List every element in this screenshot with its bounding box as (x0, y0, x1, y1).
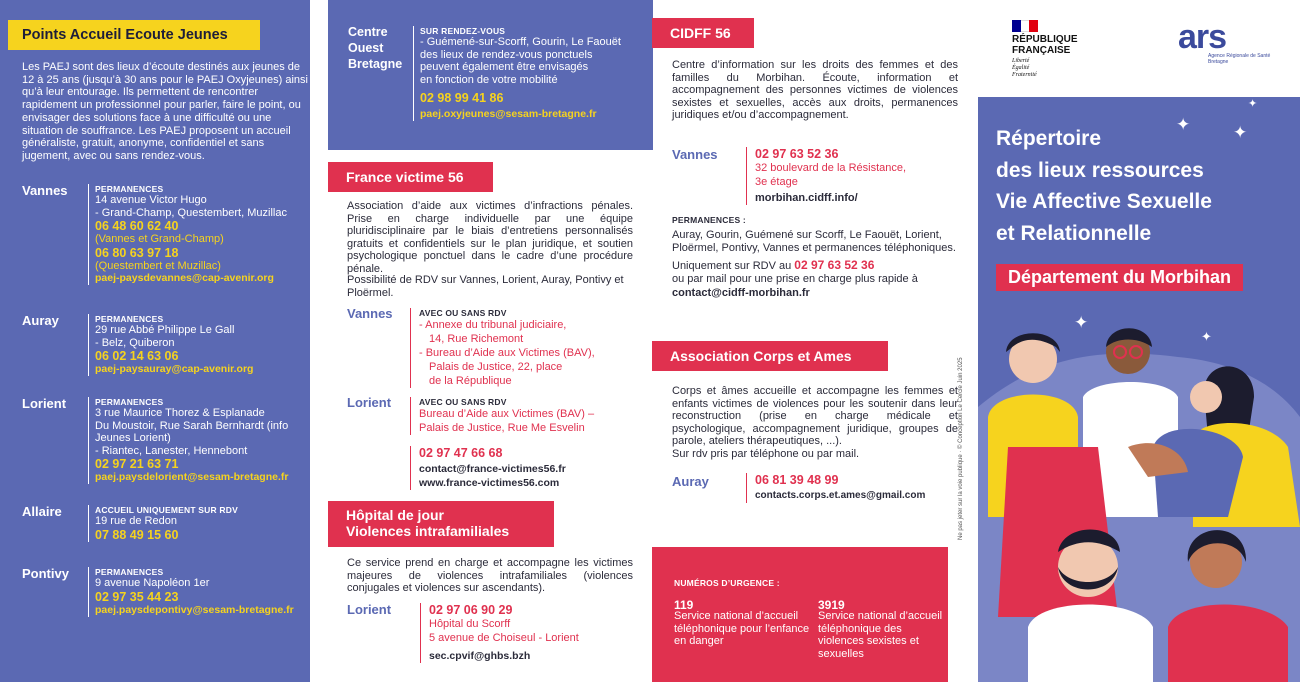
cidff-city-vannes: Vannes (672, 147, 718, 162)
rdv-label: SUR RENDEZ-VOUS (420, 26, 506, 36)
info-line: des lieux de rendez-vous ponctuels (420, 48, 593, 61)
cidff-tab: CIDFF 56 (652, 18, 754, 48)
address-line: 14, Rue Richemont (429, 333, 524, 345)
address-line: - Bureau d’Aide aux Victimes (BAV), (419, 347, 595, 359)
cidff-desc: Centre d’information sur les droits des femmes et des familles du Morbihan. Écoute, information et accompagnement des personnes victimes de violences sexistes et sexuelles, accès aux droits, permanences juridiques et/ou d’accompagnement. (672, 59, 958, 121)
paej-intro: Les PAEJ sont des lieux d’écoute destinés aux jeunes de 12 à 25 ans (jusqu’à 30 ans pour le PAEJ Oxyjeunes) ainsi qu’à leur entourage. Ils permettent de rencontrer rapidement un professionnel pour parler, faire le point, ou envisager des solutions face à une difficulté ou une situation de souffrance. Les PAEJ proposent un accueil généraliste, gratuit, anonyme, confidentiel et sans jugement, avec ou sans rendez-vous. (22, 61, 308, 162)
france-victime-tab: France victime 56 (328, 162, 493, 192)
phone-note: (Questembert et Muzillac) (95, 259, 221, 272)
star-icon: ✦ (1201, 329, 1212, 344)
star-icon: ✦ (1248, 98, 1258, 110)
paej-panel (0, 0, 310, 682)
city-auray: Auray (22, 313, 59, 328)
phone-number[interactable]: 07 88 49 15 60 (95, 527, 179, 542)
title-line: Vie Affective Sexuelle (996, 190, 1212, 213)
rdv-label: AVEC OU SANS RDV (419, 397, 507, 407)
urgence-119[interactable]: 119 (674, 598, 694, 612)
phone-number[interactable]: 06 48 60 62 40 (95, 219, 179, 233)
phone-number[interactable]: 02 97 06 90 29 (429, 603, 513, 617)
legal-vertical-text: Ne pas jeter sur la voie publique · © Conception Le Cercle Juin 2025 (958, 357, 964, 540)
fv-city-lorient: Lorient (347, 395, 392, 410)
cob-panel (328, 0, 653, 150)
fv-city-vannes: Vannes (347, 306, 393, 321)
fv-vannes-block (410, 308, 640, 388)
address-line: - Riantec, Lanester, Hennebont (95, 444, 248, 457)
address-line: 5 avenue de Choiseul - Lorient (429, 632, 579, 644)
paej-lorient-block (88, 397, 308, 484)
urgence-panel (652, 547, 948, 682)
cob-heading (348, 24, 402, 72)
ars-text: ars (1178, 18, 1227, 56)
department-badge: Département du Morbihan (996, 264, 1243, 291)
paej-allaire-block (88, 505, 308, 542)
phone-number[interactable]: 06 80 63 97 18 (95, 245, 179, 260)
city-lorient: Lorient (22, 396, 67, 411)
family-illustration (978, 297, 1300, 682)
website-link[interactable]: www.france-victimes56.com (419, 477, 560, 489)
address-line: 14 avenue Victor Hugo (95, 194, 207, 206)
email-link[interactable]: paej.paysdelorient@sesam-bretagne.fr (95, 471, 289, 483)
phone-number[interactable]: 02 97 47 66 68 (419, 446, 503, 460)
address-line: 19 rue de Redon (95, 515, 177, 527)
cob-heading-line: Bretagne (348, 57, 403, 71)
info-line: en fonction de votre mobilité (420, 73, 558, 86)
address-line: - Grand-Champ, Questembert, Muzillac (95, 206, 287, 219)
rf-motto: Fraternité (1012, 72, 1037, 78)
cidff-perm-label: PERMANENCES : (672, 215, 746, 225)
hopital-jour-tab-line: Hôpital de jour (346, 507, 444, 523)
cidff-rdv-line (672, 259, 962, 273)
title-line: Répertoire (996, 127, 1102, 150)
address-line: - Belz, Quiberon (95, 336, 175, 349)
cob-heading-line: Ouest (348, 41, 384, 55)
rf-line: FRANÇAISE (1012, 45, 1071, 56)
urgence-3919-desc: Service national d’accueil téléphonique des violences sexistes et sexuelles (818, 610, 943, 660)
title-line: et Relationnelle (996, 221, 1152, 245)
cover-title (996, 123, 1212, 249)
republique-logo (1012, 20, 1078, 79)
ca-city-auray: Auray (672, 474, 709, 489)
phone-note: (Vannes et Grand-Champ) (95, 233, 224, 245)
address-line: de la République (429, 375, 512, 387)
city-allaire: Allaire (22, 504, 62, 519)
email-link[interactable]: paej-paysauray@cap-avenir.org (95, 363, 254, 375)
city-vannes: Vannes (22, 183, 68, 198)
email-link[interactable]: sec.cpvif@ghbs.bzh (429, 650, 531, 662)
email-link[interactable]: contact@cidff-morbihan.fr (672, 287, 810, 299)
fv-lorient-block (410, 397, 640, 435)
permanences-label: PERMANENCES (95, 397, 164, 407)
phone-number[interactable]: 06 81 39 48 99 (755, 473, 839, 487)
hj-city-lorient: Lorient (347, 602, 392, 617)
phone-number[interactable]: 06 02 14 63 06 (95, 349, 179, 363)
cover-panel (978, 97, 1300, 682)
paej-vannes-block (88, 184, 308, 285)
rdv-label: ACCUEIL UNIQUEMENT SUR RDV (95, 505, 238, 515)
paej-auray-block (88, 314, 308, 376)
email-link[interactable]: paej.paysdepontivy@sesam-bretagne.fr (95, 603, 294, 616)
urgence-3919[interactable]: 3919 (818, 598, 845, 612)
corps-ames-desc: Corps et âmes accueille et accompagne les femmes et enfants victimes de violences pour les soutenir dans leur reconstruction (prise en charge médicale et psychologique, accompagnement juridique, groupes de parole, ateliers thérapeutiques, ...). (672, 385, 958, 447)
email-link[interactable]: contacts.corps.et.ames@gmail.com (755, 490, 926, 501)
hopital-jour-desc: Ce service prend en charge et accompagne les victimes majeures de violences intrafamiliales (violences conjugales et violences sur ascendants). (347, 557, 633, 594)
phone-number[interactable]: 02 98 99 41 86 (420, 91, 504, 105)
ars-sub: Agence Régionale de Santé (1208, 53, 1271, 59)
address-line: 32 boulevard de la Résistance, (755, 162, 907, 174)
flag-icon (1012, 20, 1038, 32)
star-icon: ✦ (1233, 123, 1248, 142)
corps-ames-tab: Association Corps et Ames (652, 341, 888, 371)
urgence-label: NUMÉROS D’URGENCE : (674, 578, 780, 588)
website-link[interactable]: morbihan.cidff.info/ (755, 192, 858, 204)
address-line: - Annexe du tribunal judiciaire, (419, 319, 567, 331)
title-line: des lieux ressources (996, 158, 1204, 182)
ars-logo (1178, 20, 1278, 80)
cidff-rdv2: ou par mail pour une prise en charge plus rapide à (672, 273, 918, 285)
permanences-label: PERMANENCES (95, 184, 164, 194)
phone-number[interactable]: 02 97 63 52 36 (755, 147, 839, 161)
address-line: 3e étage (755, 176, 798, 188)
address-line: Palais de Justice, 22, place (429, 361, 563, 373)
hopital-jour-tab-line: Violences intrafamiliales (346, 523, 510, 539)
info-line: - Guémené-sur-Scorff, Gourin, Le Faouët (420, 36, 621, 48)
ars-sub: Bretagne (1208, 59, 1229, 65)
corps-ames-rdv: Sur rdv pris par téléphone ou par mail. (672, 448, 860, 460)
cob-heading-line: Centre (348, 25, 388, 39)
cidff-perm: Auray, Gourin, Guémené sur Scorff, Le Faouët, Lorient, Ploërmel, Pontivy, Vannes et permanences téléphoniques. (672, 229, 956, 254)
address-line: Du Moustoir, Rue Sarah Bernhardt (info (95, 419, 289, 432)
permanences-label: PERMANENCES (95, 314, 164, 324)
hj-block (420, 603, 640, 663)
paej-pontivy-block (88, 567, 308, 617)
address-line: Jeunes Lorient) (95, 432, 171, 444)
phone-number[interactable]: 02 97 63 52 36 (794, 258, 875, 272)
info-line: peuvent également être envisagés (420, 61, 589, 73)
address-line: 3 rue Maurice Thorez & Esplanade (95, 407, 265, 419)
fv-contact-block (410, 446, 640, 490)
city-pontivy: Pontivy (22, 566, 69, 581)
phone-number[interactable]: 02 97 21 63 71 (95, 457, 179, 471)
address-line: Hôpital du Scorff (429, 618, 511, 630)
rdv-label: AVEC OU SANS RDV (419, 308, 507, 318)
paej-tab: Points Accueil Ecoute Jeunes (8, 20, 260, 50)
permanences-label: PERMANENCES (95, 567, 164, 577)
star-icon: ✦ (1074, 313, 1089, 332)
rf-motto: Égalité (1012, 65, 1030, 71)
cidff-rdv-text: Uniquement sur RDV au (672, 260, 792, 272)
address-line: 29 rue Abbé Philippe Le Gall (95, 324, 235, 336)
urgence-119-desc: Service national d’accueil téléphonique pour l’enfance en danger (674, 610, 810, 647)
cidff-vannes-block (746, 147, 946, 205)
cob-block (413, 26, 651, 121)
phone-number[interactable]: 02 97 35 44 23 (95, 589, 179, 604)
ars-logo-text (1178, 20, 1278, 54)
email-link[interactable]: paej.oxyjeunes@sesam-bretagne.fr (420, 108, 597, 120)
france-victime-rdv: Possibilité de RDV sur Vannes, Lorient, Auray, Pontivy et Ploërmel. (347, 274, 624, 299)
hopital-jour-tab (328, 501, 554, 547)
email-link[interactable]: contact@france-victimes56.fr (419, 463, 566, 475)
address-line: 9 avenue Napoléon 1er (95, 577, 210, 589)
france-victime-desc: Association d’aide aux victimes d’infractions pénales. Prise en charge individuelle par une équipe pluridisciplinaire par le biais d’entretiens personnalisés gratuits et confidentiels sur le plan juridique, et soutien psychologique ponctuel dans le cadre d’une procédure pénale. (347, 200, 633, 275)
rf-motto: Liberté (1012, 58, 1030, 64)
email-link[interactable]: paej-paysdevannes@cap-avenir.org (95, 272, 274, 284)
star-icon: ✦ (1176, 115, 1191, 134)
address-line: Palais de Justice, Rue Me Esvelin (419, 422, 585, 434)
address-line: Bureau d’Aide aux Victimes (BAV) – (419, 408, 595, 420)
ca-block (746, 473, 946, 503)
rf-line: RÉPUBLIQUE (1012, 34, 1078, 45)
